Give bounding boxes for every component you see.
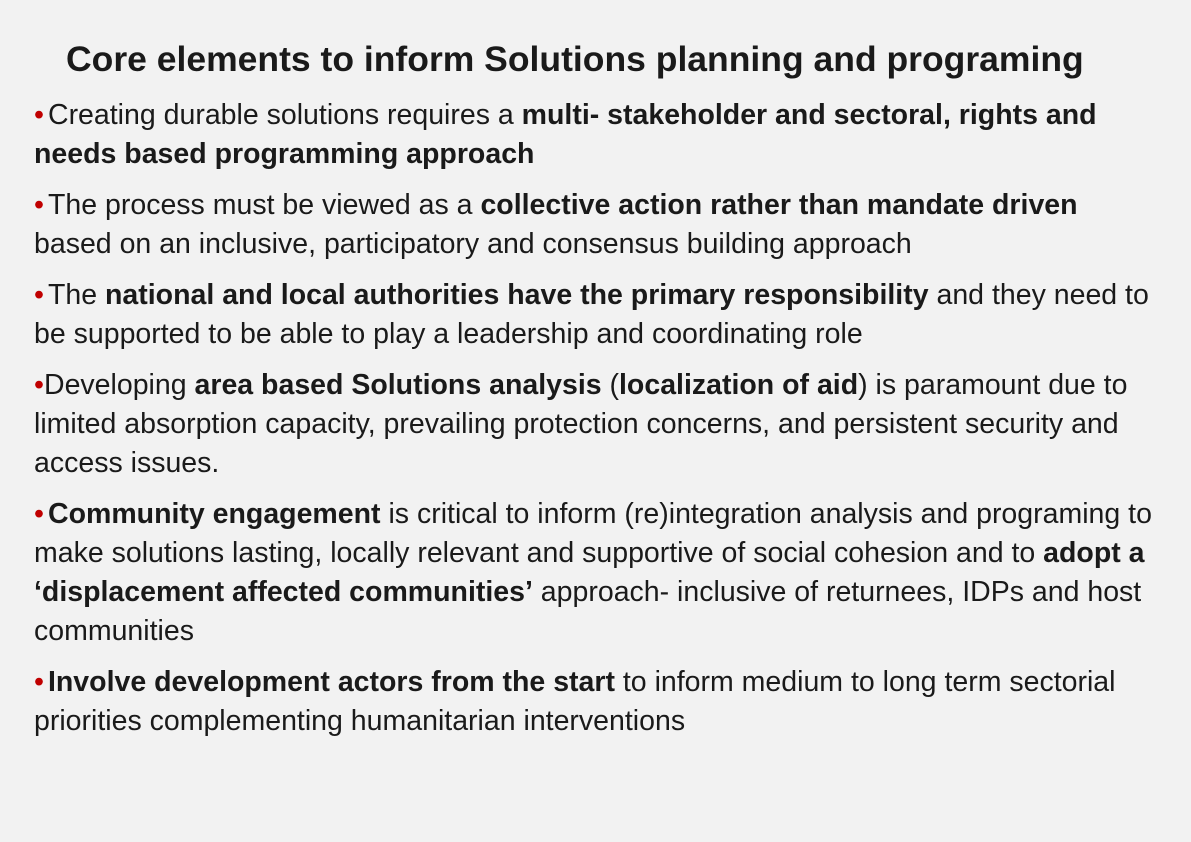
- bullet-text: (: [601, 369, 620, 401]
- bullet-emphasis: Involve development actors from the start: [47, 666, 615, 698]
- bullet-emphasis: multi- stakeholder and sectoral, rights and needs based programming approach: [34, 99, 1097, 170]
- bullet-emphasis: adopt a ‘displacement affected communities’: [34, 537, 1145, 608]
- bullet-emphasis: collective action rather than mandate driven: [480, 189, 1078, 221]
- bullet-list: [34, 96, 1159, 753]
- slide-title: Core elements to inform Solutions planning and programing: [66, 39, 1084, 79]
- bullet-multi-stakeholder: [34, 96, 1159, 174]
- bullet-marker: •: [34, 189, 44, 221]
- bullet-marker: •: [34, 498, 44, 530]
- bullet-marker: •: [34, 99, 44, 131]
- bullet-text: is critical to inform (re)integration analysis and programing to make solutions lasting, locally relevant and supportive of social cohesion and to: [34, 498, 1152, 569]
- bullet-emphasis: area based Solutions analysis: [194, 369, 602, 401]
- bullet-area-based-analysis: [34, 366, 1159, 483]
- bullet-collective-action: [34, 186, 1159, 264]
- bullet-text: ) is paramount due to limited absorption capacity, prevailing protection concerns, and persistent security and access issues.: [34, 369, 1128, 479]
- bullet-text: The process must be viewed as a: [47, 189, 481, 221]
- bullet-emphasis: Community engagement: [47, 498, 381, 530]
- bullet-emphasis: national and local authorities have the primary responsibility: [105, 279, 929, 311]
- bullet-marker: •: [34, 369, 44, 401]
- bullet-marker: •: [34, 666, 44, 698]
- bullet-text: The: [47, 279, 106, 311]
- bullet-text: based on an inclusive, participatory and consensus building approach: [34, 228, 912, 260]
- bullet-text: Developing: [43, 369, 195, 401]
- bullet-development-actors: [34, 663, 1159, 741]
- bullet-community-engagement: [34, 495, 1159, 651]
- bullet-text: Creating durable solutions requires a: [47, 99, 522, 131]
- bullet-text: and they need to be supported to be able to play a leadership and coordinating role: [34, 279, 1149, 350]
- bullet-text: to inform medium to long term sectorial priorities complementing humanitarian interventions: [34, 666, 1116, 737]
- bullet-text: approach- inclusive of returnees, IDPs and host communities: [34, 576, 1142, 647]
- bullet-national-authorities: [34, 276, 1159, 354]
- bullet-emphasis: localization of aid: [619, 369, 859, 401]
- bullet-marker: •: [34, 279, 44, 311]
